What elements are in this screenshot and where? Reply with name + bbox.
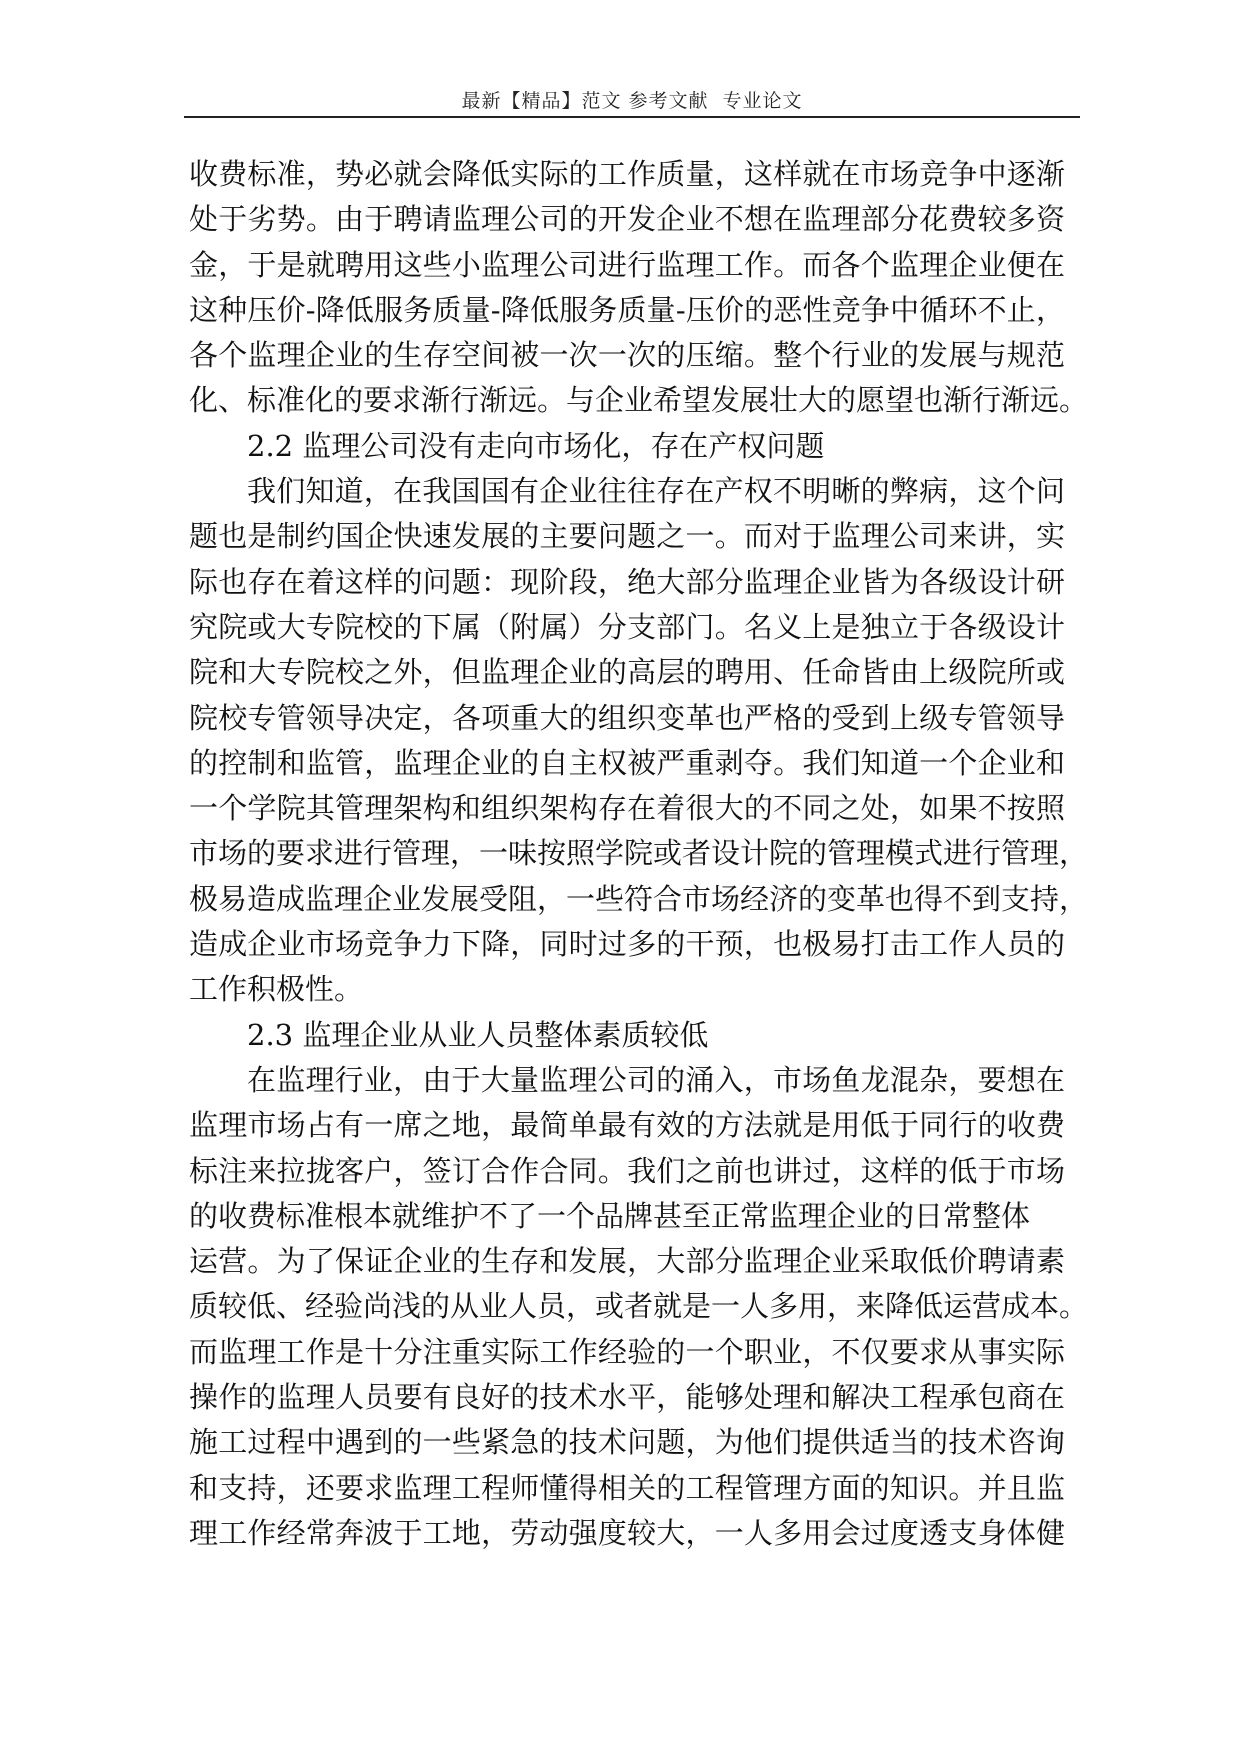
document-body bbox=[189, 152, 1089, 1556]
text-line: 质较低、经验尚浅的从业人员，或者就是一人多用，来降低运营成本。 bbox=[189, 1289, 1089, 1324]
text-line: 市场的要求进行管理，一味按照学院或者设计院的管理模式进行管理， bbox=[189, 836, 1089, 871]
text-line: 施工过程中遇到的一些紧急的技术问题，为他们提供适当的技术咨询 bbox=[189, 1425, 1065, 1460]
text-line: 标注来拉拢客户，签订合作合同。我们之前也讲过，这样的低于市场 bbox=[189, 1153, 1065, 1188]
text-line: 这种压价-降低服务质量-降低服务质量-压价的恶性竞争中循环不止， bbox=[189, 292, 1065, 327]
text-line: 院校专管领导决定，各项重大的组织变革也严格的受到上级专管领导 bbox=[189, 700, 1065, 735]
text-line: 究院或大专院校的下属（附属）分支部门。名义上是独立于各级设计 bbox=[189, 609, 1065, 644]
header-text: 最新【精品】范文 参考文献 专业论文 bbox=[461, 90, 803, 112]
text-line: 工作积极性。 bbox=[189, 972, 364, 1007]
text-line: 理工作经常奔波于工地，劳动强度较大，一人多用会过度透支身体健 bbox=[189, 1515, 1065, 1550]
text-line: 监理市场占有一席之地，最简单最有效的方法就是用低于同行的收费 bbox=[189, 1108, 1065, 1143]
text-line: 各个监理企业的生存空间被一次一次的压缩。整个行业的发展与规范 bbox=[189, 338, 1065, 373]
text-line: 的控制和监管，监理企业的自主权被严重剥夺。我们知道一个企业和 bbox=[189, 745, 1065, 780]
text-line: 运营。为了保证企业的生存和发展，大部分监理企业采取低价聘请素 bbox=[189, 1244, 1065, 1279]
text-line: 和支持，还要求监理工程师懂得相关的工程管理方面的知识。并且监 bbox=[189, 1470, 1065, 1505]
section-heading: 2.2 监理公司没有走向市场化，存在产权问题 bbox=[247, 428, 825, 463]
text-line: 一个学院其管理架构和组织架构存在着很大的不同之处，如果不按照 bbox=[189, 791, 1065, 826]
text-line: 际也存在着这样的问题：现阶段，绝大部分监理企业皆为各级设计研 bbox=[189, 564, 1065, 599]
text-line: 操作的监理人员要有良好的技术水平，能够处理和解决工程承包商在 bbox=[189, 1380, 1065, 1415]
text-line: 而监理工作是十分注重实际工作经验的一个职业，不仅要求从事实际 bbox=[189, 1334, 1065, 1369]
text-line: 极易造成监理企业发展受阻，一些符合市场经济的变革也得不到支持， bbox=[189, 881, 1089, 916]
text-line: 造成企业市场竞争力下降，同时过多的干预，也极易打击工作人员的 bbox=[189, 927, 1065, 962]
text-line: 题也是制约国企快速发展的主要问题之一。而对于监理公司来讲，实 bbox=[189, 519, 1065, 554]
text-line: 我们知道，在我国国有企业往往存在产权不明晰的弊病，这个问 bbox=[247, 474, 1065, 509]
text-line: 在监理行业，由于大量监理公司的涌入，市场鱼龙混杂，要想在 bbox=[247, 1062, 1065, 1097]
text-line: 处于劣势。由于聘请监理公司的开发企业不想在监理部分花费较多资 bbox=[189, 202, 1065, 237]
text-line: 金，于是就聘用这些小监理公司进行监理工作。而各个监理企业便在 bbox=[189, 247, 1065, 282]
section-heading: 2.3 监理企业从业人员整体素质较低 bbox=[247, 1017, 709, 1052]
text-line: 院和大专院校之外，但监理企业的高层的聘用、任命皆由上级院所或 bbox=[189, 655, 1065, 690]
text-line: 收费标准，势必就会降低实际的工作质量，这样就在市场竞争中逐渐 bbox=[189, 157, 1065, 191]
text-line: 化、标准化的要求渐行渐远。与企业希望发展壮大的愿望也渐行渐远。 bbox=[189, 383, 1089, 418]
page-header bbox=[184, 84, 1080, 118]
text-line: 的收费标准根本就维护不了一个品牌甚至正常监理企业的日常整体 bbox=[189, 1198, 1031, 1233]
